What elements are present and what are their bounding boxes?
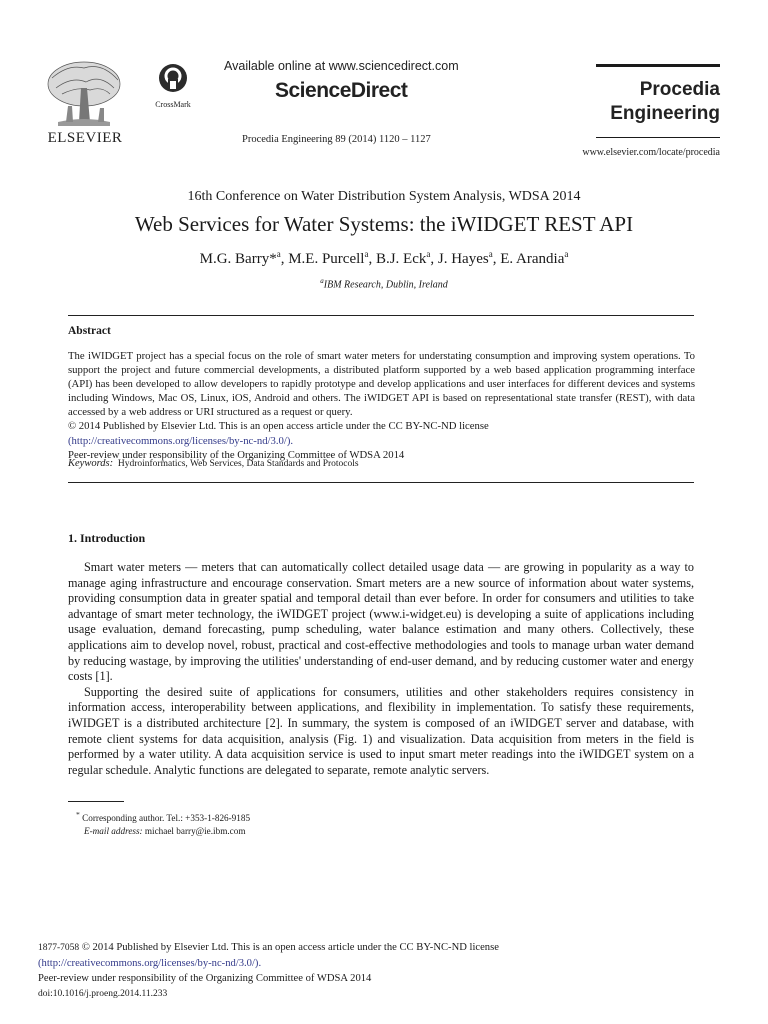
journal-url[interactable]: www.elsevier.com/locate/procedia	[582, 147, 720, 158]
keywords-list: Hydroinformatics, Web Services, Data Standards and Protocols	[117, 459, 359, 469]
abstract-copyright: © 2014 Published by Elsevier Ltd. This is an open access article under the CC BY-NC-ND license	[68, 420, 489, 433]
paragraph: Supporting the desired suite of applications for consumers, utilities and other stakeholders requires consistency in information access, interoperability between applications, and flexibility in implementation. To satisfy these requirements, iWIDGET is a distributed architecture [2]. In summary, the system is composed of an iWIDGET server and database, with remote client systems for data acquisition, analysis (Fig. 1) and visualization. Data acquisition from meters in the field is performed by a water utility. A data acquisition service is used to input smart meter readings into the iWIDGET system on a regular schedule. Analytic functions are delegated to separate, remote analytic servers.	[68, 684, 694, 777]
author-separator: ,	[368, 251, 376, 267]
author-name: M.E. Purcell	[288, 251, 365, 267]
crossmark-badge[interactable]	[151, 63, 195, 109]
crossmark-icon	[158, 63, 188, 93]
abstract-heading: Abstract	[68, 325, 111, 337]
author-affiliation-mark: a	[426, 249, 431, 259]
paper-title: Web Services for Water Systems: the iWIDGET REST API	[134, 212, 634, 236]
author-affiliation-mark: a	[564, 249, 569, 259]
keywords-label: Keywords:	[68, 458, 114, 469]
abstract-bottom-rule	[68, 482, 694, 483]
introduction-body	[68, 560, 694, 778]
journal-name	[596, 78, 720, 126]
bottom-copyright: © 2014 Published by Elsevier Ltd. This is an open access article under the CC BY-NC-ND license	[81, 942, 499, 953]
footnote-marker: *	[76, 810, 80, 819]
keywords	[68, 458, 359, 469]
author-affiliation-mark: a	[276, 249, 281, 259]
email-address[interactable]: michael barry@ie.ibm.com	[144, 826, 246, 837]
journal-name-line1: Procedia	[639, 79, 720, 100]
author-separator: ,	[280, 251, 289, 267]
corresponding-author: Corresponding author. Tel.: +353-1-826-9185	[82, 813, 251, 824]
author-list	[0, 249, 768, 268]
footnote	[68, 808, 250, 838]
author-separator: ,	[430, 251, 438, 267]
email-label: E-mail address:	[84, 826, 143, 837]
section-heading: 1. Introduction	[68, 531, 146, 545]
issn: 1877-7058	[38, 943, 80, 953]
conference-name: 16th Conference on Water Distribution System Analysis, WDSA 2014	[187, 189, 581, 204]
author-name: B.J. Eck	[375, 251, 427, 267]
journal-reference: Procedia Engineering 89 (2014) 1120 – 1127	[242, 134, 431, 145]
affiliation-text: IBM Research, Dublin, Ireland	[323, 279, 448, 291]
paragraph: Smart water meters — meters that can automatically collect detailed usage data — are growing in popularity as a way to manage aging infrastructure and encourage conservation. Smart meters are a new source of information about water systems, providing consumption data in greater spatial and temporal detail than ever before. In order for consumers and utilities to take advantage of smart meter technology, the iWIDGET project (www.i-widget.eu) is developing a suite of applications including usage evaluation, demand forecasting, pump scheduling, water balance estimation and many others. Collectively, these applications aim to develop novel, robust, practical and cost-effective methodologies and tools to manage urban water demand by reducing wastage, by improving the utilities' understanding of end-user demand, and by reducing customer water and energy costs [1].	[68, 560, 694, 684]
available-online: Available online at www.sciencedirect.com	[224, 59, 459, 73]
doi[interactable]: doi:10.1016/j.proeng.2014.11.233	[38, 988, 168, 999]
author-name: J. Hayes	[437, 251, 489, 267]
abstract-top-rule	[68, 315, 694, 316]
abstract-body	[68, 349, 695, 462]
publication-info	[38, 940, 499, 1002]
affiliation	[0, 277, 768, 290]
author-affiliation-mark: a	[364, 249, 369, 259]
journal-name-line2: Engineering	[610, 103, 720, 124]
abstract-license-link[interactable]: (http://creativecommons.org/licenses/by-nc-nd/3.0/).	[68, 434, 294, 447]
sciencedirect-logo: ScienceDirect	[275, 79, 408, 102]
author-name: E. Arandia	[500, 251, 565, 267]
abstract-peer-review: Peer-review under responsibility of the Organizing Committee of WDSA 2014	[68, 448, 405, 461]
abstract-text: The iWIDGET project has a special focus on the role of smart water meters for understating consumption and improving system operations. To support the project and future commercial developments, a distributed platform supported by a web based application programming interface (API) has been developed to allow developers to rapidly prototype and develop applications and user interfaces for different devices and systems including Windows, Mac OS, Linux, iOS, Android and others. The iWIDGET API is based on representational state transfer (REST), with data accessed by a web address or URI structured as a request or query.	[68, 350, 695, 419]
crossmark-label: CrossMark	[155, 100, 191, 109]
elsevier-wordmark: ELSEVIER	[47, 130, 123, 146]
author-affiliation-mark: a	[488, 249, 493, 259]
bottom-license-link[interactable]: (http://creativecommons.org/licenses/by-nc-nd/3.0/).	[38, 958, 262, 970]
footnote-rule	[68, 801, 124, 802]
author-separator: ,	[492, 251, 501, 267]
bottom-peer-review: Peer-review under responsibility of the Organizing Committee of WDSA 2014	[38, 973, 372, 985]
affiliation-mark: a	[320, 277, 324, 285]
author-name: M.G. Barry*	[199, 251, 277, 267]
